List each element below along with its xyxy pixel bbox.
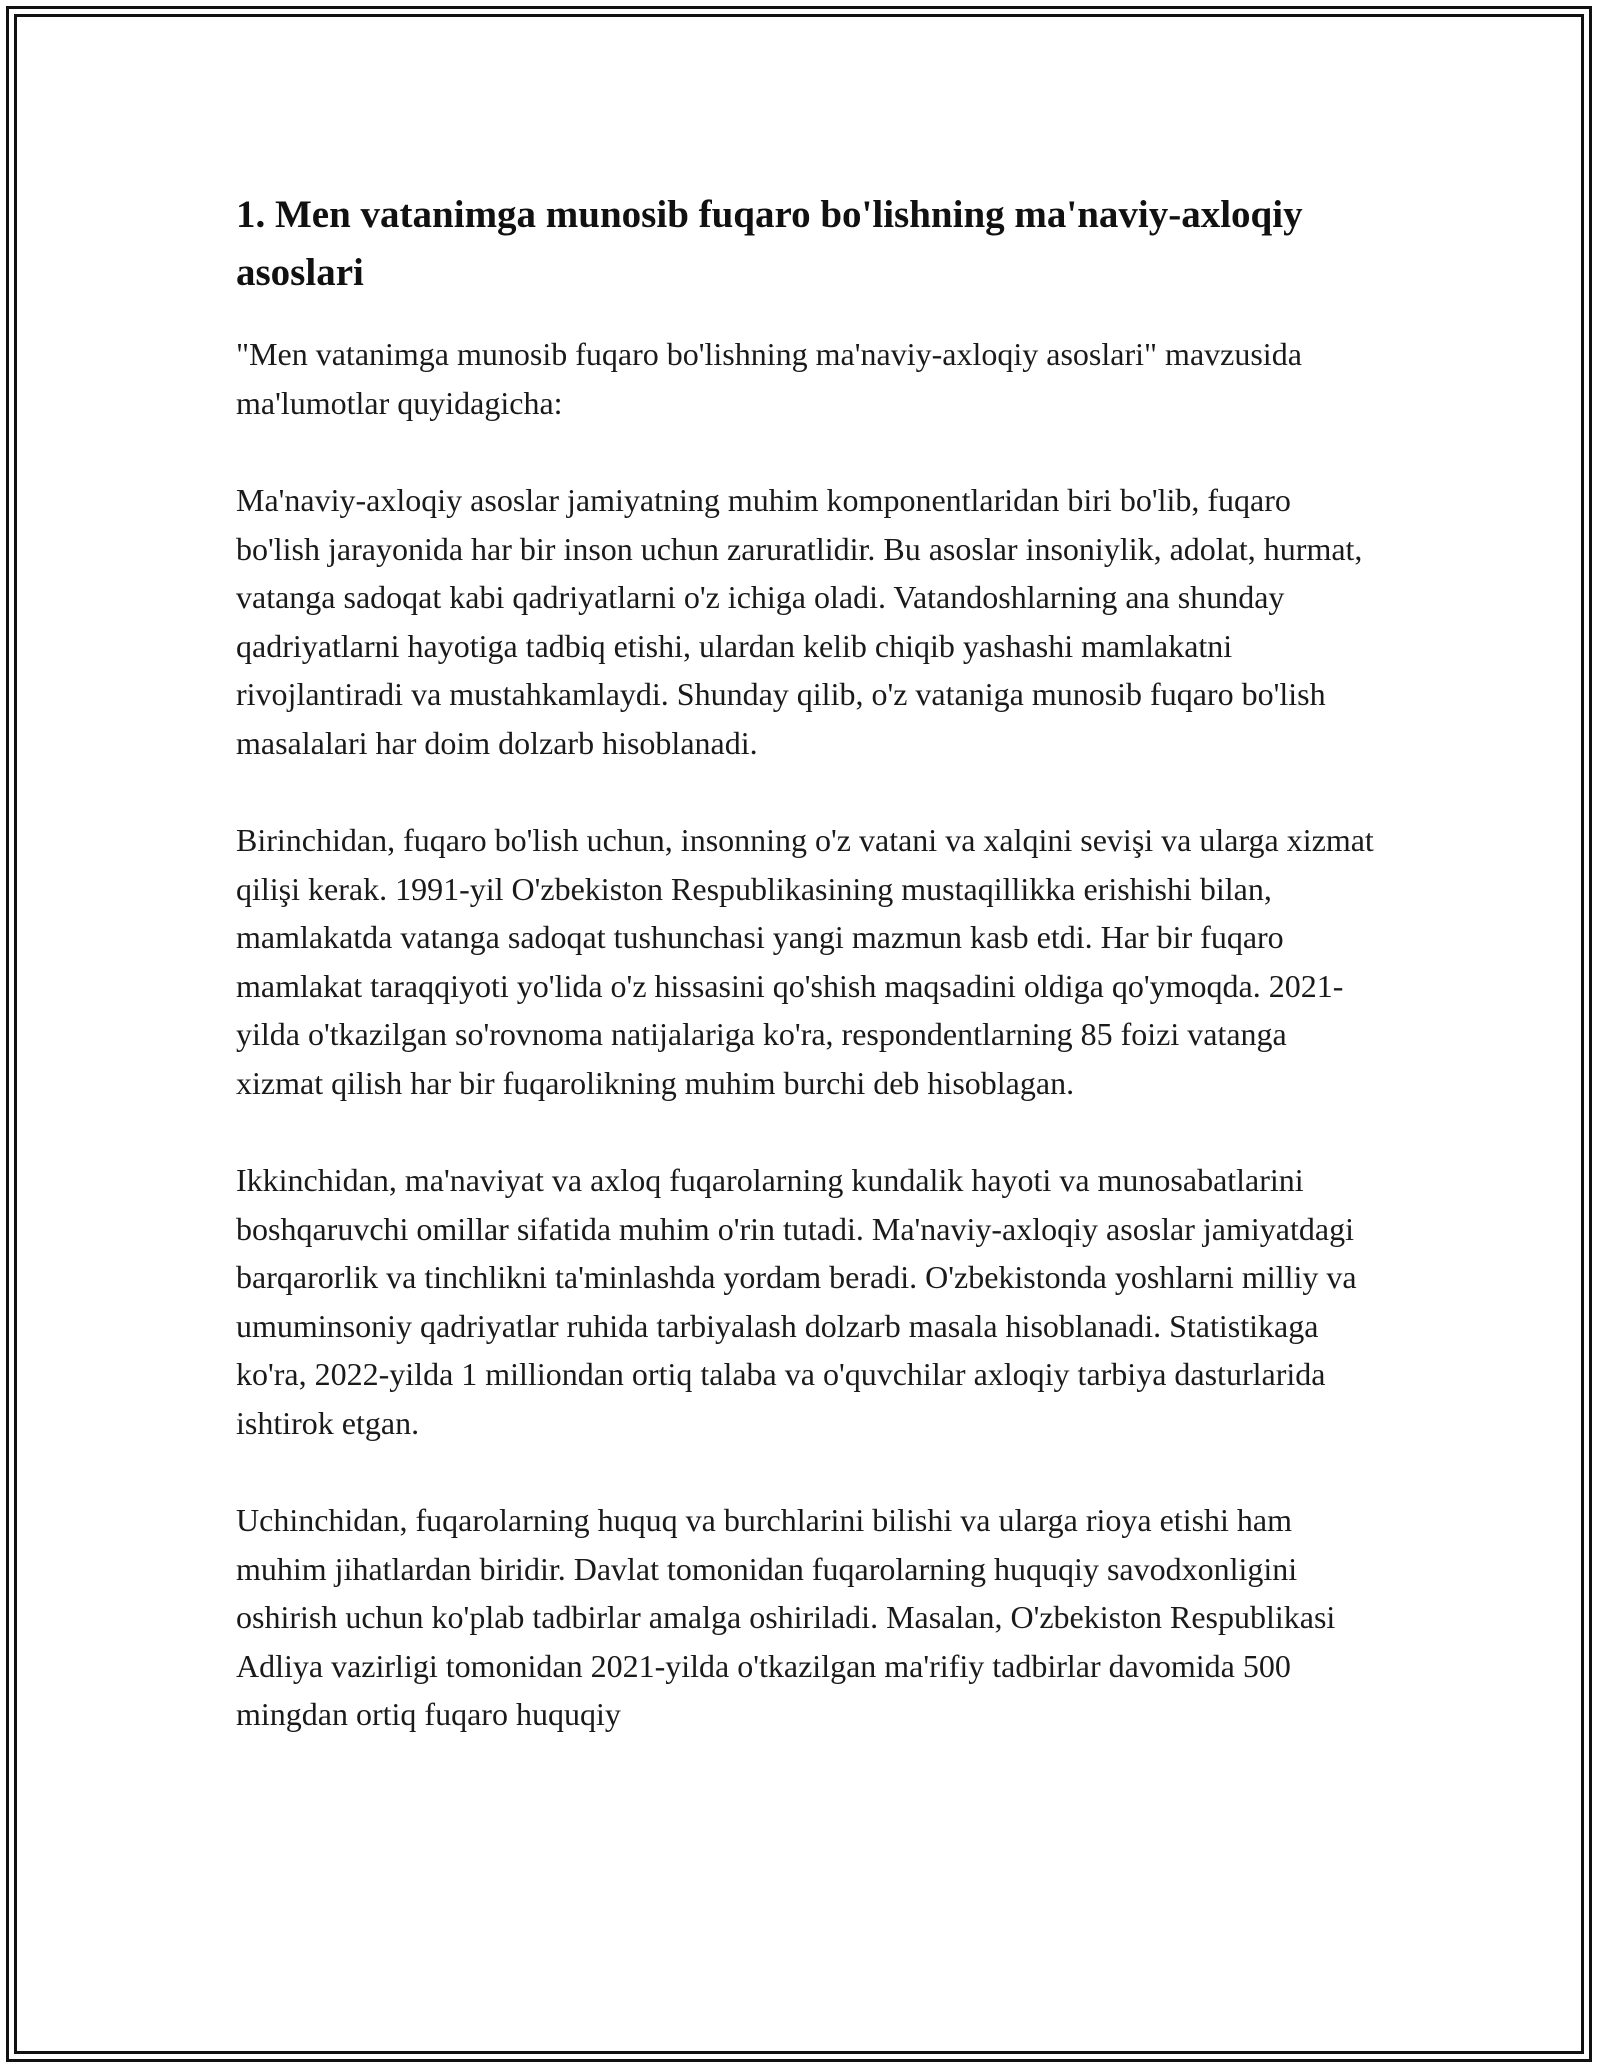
paragraph-foundations: Ma'naviy-axloqiy asoslar jamiyatning muhim komponentlaridan biri bo'lib, fuqaro bo'lish jarayonida har bir inson uchun zaruratlidir. Bu asoslar insoniylik, adolat, hurmat, vatanga sadoqat kabi qadriyatlarni o'z ichiga oladi. Vatandoshlarning ana shunday qadriyatlarni hayotiga tadbiq etishi, ulardan kelib chiqib yashashi mamlakatni rivojlantiradi va mustahkamlaydi. Shunday qilib, o'z vataniga munosib fuqaro bo'lish masalalari har doim dolzarb hisoblanadi. bbox=[236, 482, 1363, 761]
paragraph-second: Ikkinchidan, ma'naviyat va axloq fuqarolarning kundalik hayoti va munosabatlarini boshqaruvchi omillar sifatida muhim o'rin tutadi. Ma'naviy-axloqiy asoslar jamiyatdagi barqarorlik va tinchlikni ta'minlashda yordam beradi. O'zbekistonda yoshlarni milliy va umuminsoniy qadriyatlar ruhida tarbiyalash dolzarb masala hisoblanadi. Statistikaga ko'ra, 2022-yilda 1 milliondan ortiq talaba va o'quvchilar axloqiy tarbiya dasturlarida ishtirok etgan. bbox=[236, 1162, 1357, 1441]
document-body bbox=[236, 186, 1376, 1788]
paragraph-third: Uchinchidan, fuqarolarning huquq va burchlarini bilishi va ularga rioya etishi ham muhim jihatlardan biridir. Davlat tomonidan fuqarolarning huquqiy savodxonligini oshirish uchun ko'plab tadbirlar amalga oshiriladi. Masalan, O'zbekiston Respublikasi Adliya vazirligi tomonidan 2021-yilda o'tkazilgan ma'rifiy tadbirlar davomida 500 mingdan ortiq fuqaro huquqiy bbox=[236, 1502, 1336, 1732]
paragraph-first: Birinchidan, fuqaro bo'lish uchun, insonning o'z vatani va xalqini sevişi va ularga xizmat qilişi kerak. 1991-yil O'zbekiston Respublikasining mustaqillikka erishishi bilan, mamlakatda vatanga sadoqat tushunchasi yangi mazmun kasb etdi. Har bir fuqaro mamlakat taraqqiyoti yo'lida o'z hissasini qo'shish maqsadini oldiga qo'ymoqda. 2021-yilda o'tkazilgan so'rovnoma natijalariga ko'ra, respondentlarning 85 foizi vatanga xizmat qilish har bir fuqarolikning muhim burchi deb hisoblagan. bbox=[236, 822, 1374, 1101]
intro-paragraph: "Men vatanimga munosib fuqaro bo'lishning ma'naviy-axloqiy asoslari" mavzusida ma'lumotlar quyidagicha: bbox=[236, 336, 1302, 421]
section-heading: 1. Men vatanimga munosib fuqaro bo'lishning ma'naviy-axloqiy asoslari bbox=[236, 193, 1303, 294]
